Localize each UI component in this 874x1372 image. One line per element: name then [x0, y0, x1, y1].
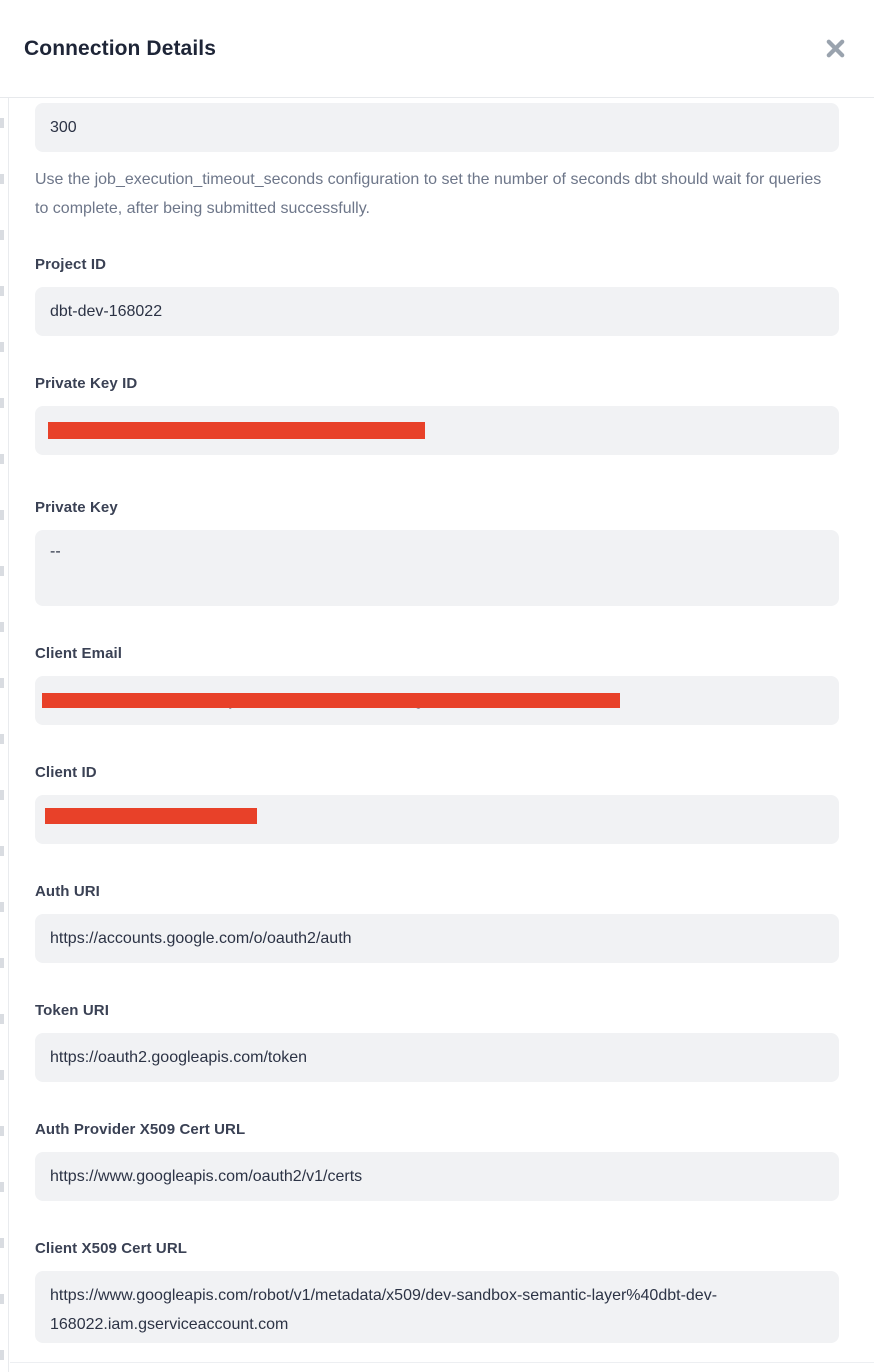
client-x509-cert-url-value: https://www.googleapis.com/robot/v1/metadata/x509/dev-sandbox-semantic-layer%40dbt-dev-168022.iam.gserviceaccount.com: [50, 1287, 718, 1333]
field-group-client-id: [35, 764, 839, 844]
client-email-input[interactable]: [35, 676, 839, 725]
project-id-label: Project ID: [35, 256, 107, 273]
field-group-auth-uri: [35, 883, 839, 963]
close-button[interactable]: [820, 34, 850, 64]
client-email-label: Client Email: [35, 645, 123, 662]
client-x509-cert-url-label: Client X509 Cert URL: [35, 1240, 188, 1257]
field-group-client-x509-cert-url: [35, 1240, 839, 1343]
field-group-private-key-id: [35, 375, 839, 455]
timeout-seconds-value: 300: [50, 118, 77, 136]
project-id-value: dbt-dev-168022: [50, 302, 163, 320]
field-group-client-email: [35, 645, 839, 725]
timeout-help-text: Use the job_execution_timeout_seconds configuration to set the number of seconds dbt should wait for queries to complete, after being submitted successfully.: [35, 171, 822, 217]
field-group-private-key: [35, 499, 839, 606]
redaction-bar: [45, 808, 257, 824]
token-uri-value: https://oauth2.googleapis.com/token: [50, 1048, 308, 1066]
project-id-input[interactable]: [35, 287, 839, 336]
auth-uri-label: Auth URI: [35, 883, 100, 900]
auth-uri-value: https://accounts.google.com/o/oauth2/auth: [50, 929, 352, 947]
background-page-edge: [0, 98, 9, 1372]
redaction-bar: [42, 693, 620, 708]
private-key-id-label: Private Key ID: [35, 375, 138, 392]
field-group-timeout: [35, 103, 839, 152]
panel-body: [0, 98, 874, 1372]
private-key-id-input[interactable]: [35, 406, 839, 455]
client-id-label: Client ID: [35, 764, 97, 781]
timeout-seconds-input[interactable]: [35, 103, 839, 152]
client-x509-cert-url-input[interactable]: [35, 1271, 839, 1343]
redaction-bar: [48, 422, 425, 439]
auth-provider-x509-cert-url-value: https://www.googleapis.com/oauth2/v1/certs: [50, 1167, 363, 1185]
auth-provider-x509-cert-url-input[interactable]: [35, 1152, 839, 1201]
connection-form: [10, 98, 874, 1372]
client-id-input[interactable]: [35, 795, 839, 844]
auth-provider-x509-cert-url-label: Auth Provider X509 Cert URL: [35, 1121, 246, 1138]
private-key-input[interactable]: [35, 530, 839, 606]
token-uri-label: Token URI: [35, 1002, 109, 1019]
panel-header: [0, 0, 874, 98]
close-icon: [824, 37, 847, 60]
field-group-auth-provider-x509-cert-url: [35, 1121, 839, 1201]
field-group-token-uri: [35, 1002, 839, 1082]
private-key-label: Private Key: [35, 499, 118, 516]
auth-uri-input[interactable]: [35, 914, 839, 963]
token-uri-input[interactable]: [35, 1033, 839, 1082]
field-group-project-id: [35, 256, 839, 336]
private-key-value: --: [50, 543, 61, 560]
page-title: Connection Details: [24, 36, 216, 60]
footer-divider: [10, 1362, 874, 1372]
